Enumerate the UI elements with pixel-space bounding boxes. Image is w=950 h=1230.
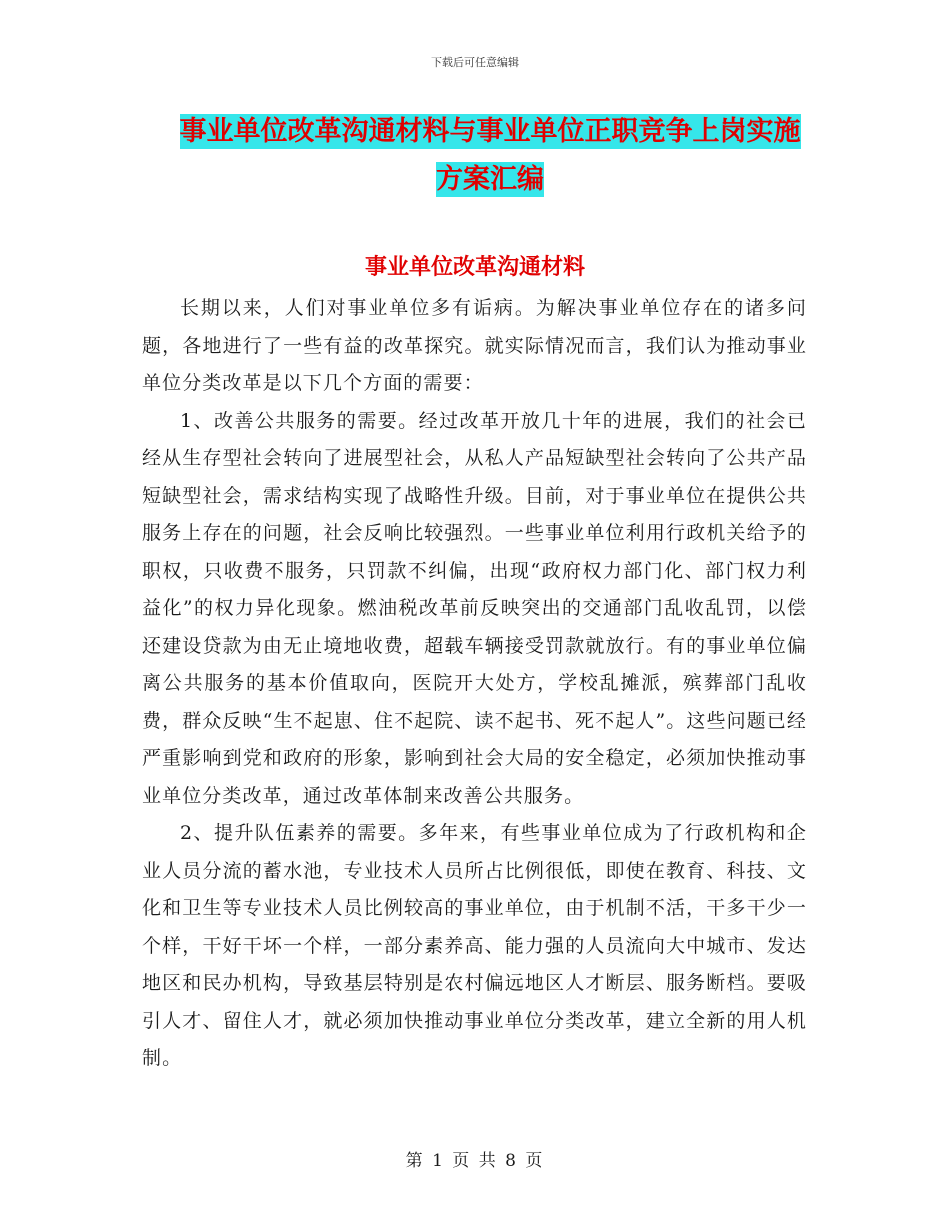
header-note: 下载后可任意编辑 xyxy=(431,56,519,69)
page-footer: 第 1 页 共 8 页 xyxy=(405,1151,545,1171)
body-text xyxy=(142,290,807,1078)
section-title: 事业单位改革沟通材料 xyxy=(364,255,585,280)
paragraph: 2、提升队伍素养的需要。多年来，有些事业单位成为了行政机构和企业人员分流的蓄水池，专业技术人员所占比例很低，即使在教育、科技、文化和卫生等专业技术人员比例较高的事业单位，由于机制不活，干多干少一个样，干好干坏一个样，一部分素养高、能力强的人员流向大中城市、发达地区和民办机构，导致基层特别是农村偏远地区人才断层、服务断档。要吸引人才、留住人才，就必须加快推动事业单位分类改革，建立全新的用人机制。 xyxy=(142,822,807,1069)
paragraph: 长期以来，人们对事业单位多有诟病。为解决事业单位存在的诸多问题，各地进行了一些有益的改革探究。就实际情况而言，我们认为推动事业单位分类改革是以下几个方面的需要： xyxy=(142,297,807,394)
title-line-2: 方案汇编 xyxy=(436,164,544,195)
paragraph: 1、改善公共服务的需要。经过改革开放几十年的进展，我们的社会已经从生存型社会转向了进展型社会，从私人产品短缺型社会转向了公共产品短缺型社会，需求结构实现了战略性升级。目前，对于事业单位在提供公共服务上存在的问题，社会反响比较强烈。一些事业单位利用行政机关给予的职权，只收费不服务，只罚款不纠偏，出现“政府权力部门化、部门权力利益化”的权力异化现象。燃油税改革前反映突出的交通部门乱收乱罚，以偿还建设贷款为由无止境地收费，超载车辆接受罚款就放行。有的事业单位偏离公共服务的基本价值取向，医院开大处方，学校乱摊派，殡葬部门乱收费，群众反映“生不起崽、住不起院、读不起书、死不起人”。这些问题已经严重影响到党和政府的形象，影响到社会大局的安全稳定，必须加快推动事业单位分类改革，通过改革体制来改善公共服务。 xyxy=(142,409,807,807)
document-title xyxy=(140,108,840,204)
title-line-1: 事业单位改革沟通材料与事业单位正职竞争上岗实施 xyxy=(179,116,801,147)
